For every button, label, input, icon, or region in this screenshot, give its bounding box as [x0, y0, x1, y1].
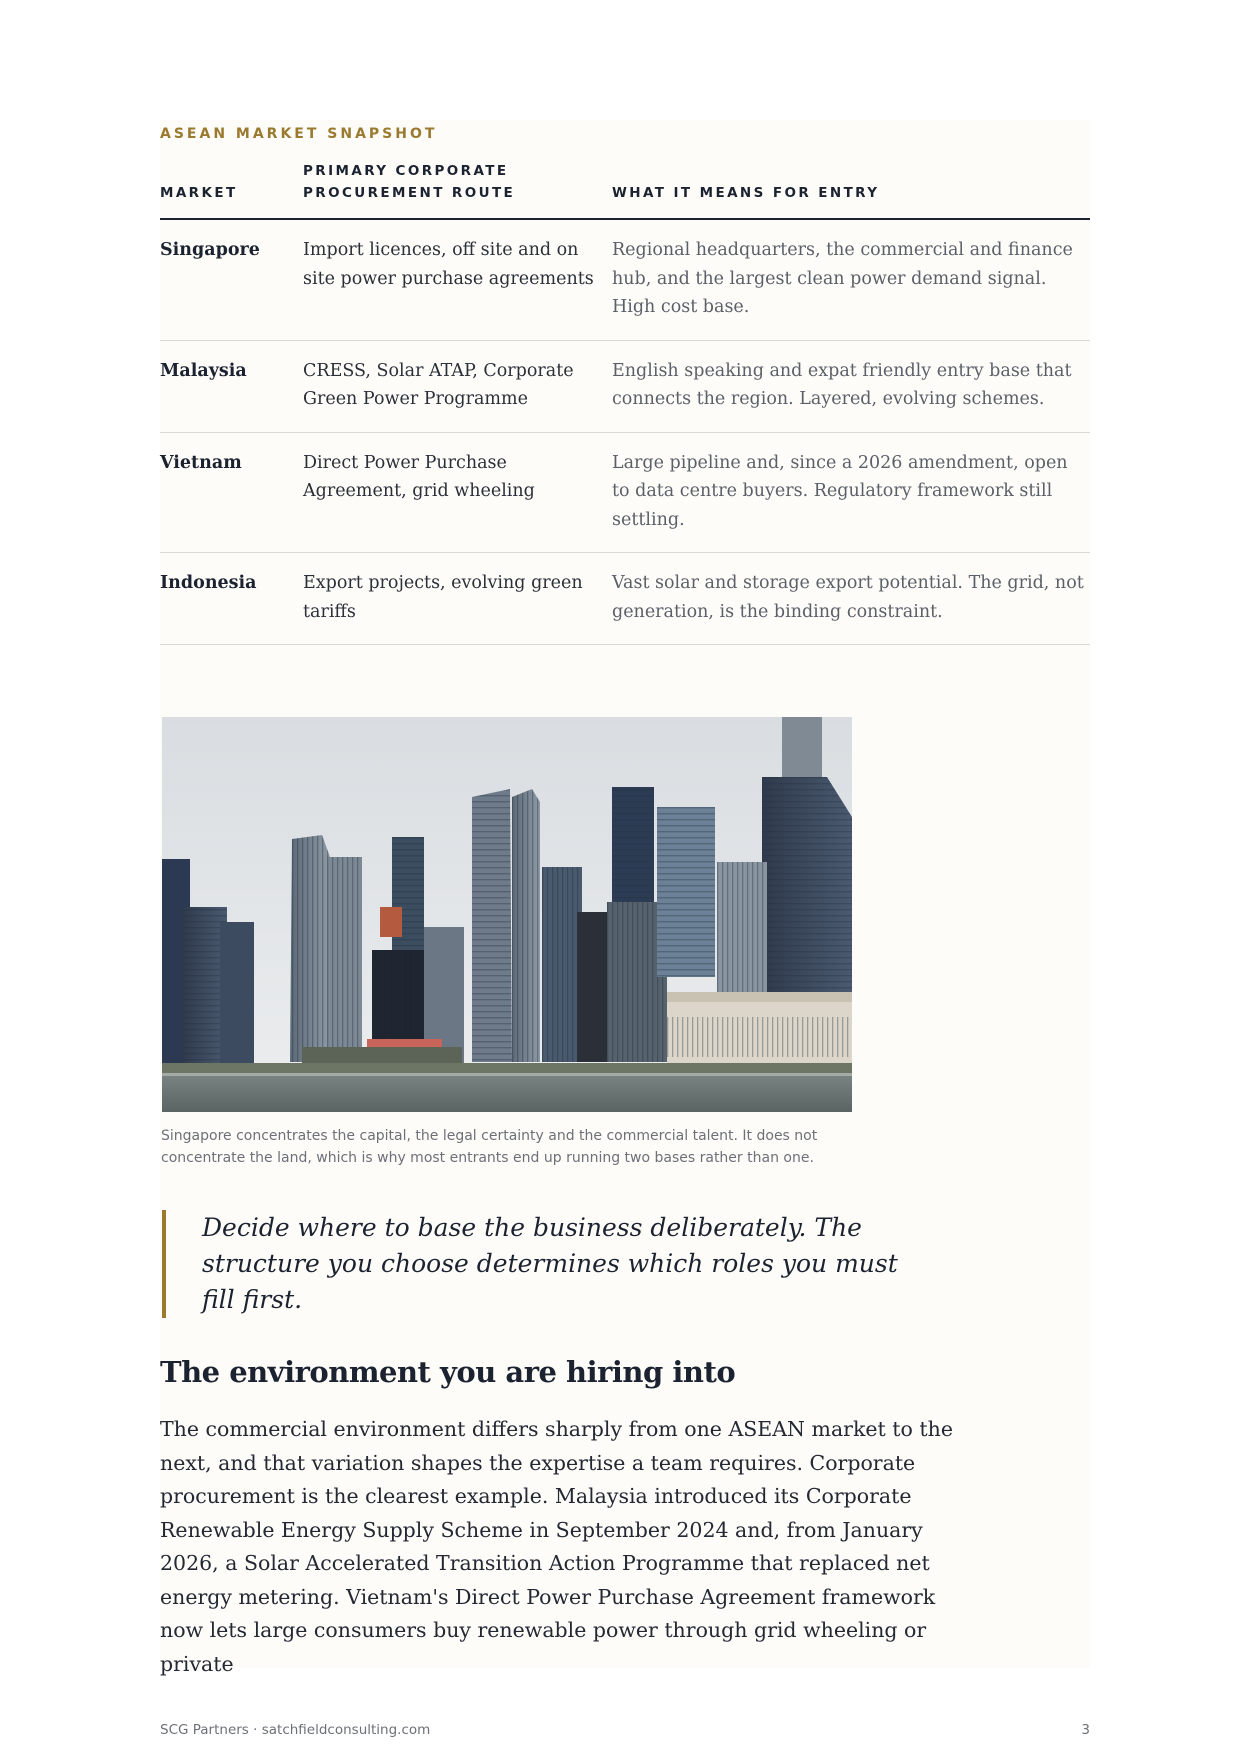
route-cell: Export projects, evolving green tariffs: [303, 553, 612, 645]
building: [762, 777, 852, 1017]
building: [657, 807, 715, 977]
section-eyebrow: ASEAN MARKET SNAPSHOT: [160, 126, 438, 142]
table-row: [160, 432, 1090, 553]
entry-meaning-cell: Regional headquarters, the commercial and finance hub, and the largest clean power demand signal. High cost base.: [612, 219, 1090, 340]
market-cell: Indonesia: [160, 553, 303, 645]
column-header-market: MARKET: [160, 160, 303, 219]
page-number: 3: [1081, 1722, 1090, 1738]
market-snapshot-table: [160, 160, 1090, 645]
figure-caption: Singapore concentrates the capital, the legal certainty and the commercial talent. It does not concentrate the land, which is why most entrants end up running two bases rather than one.: [161, 1128, 818, 1166]
waterfront: [367, 1039, 442, 1047]
building: [512, 789, 540, 1062]
building: [667, 992, 852, 1002]
building: [220, 922, 254, 1072]
building: [290, 835, 330, 1062]
building: [577, 912, 607, 1062]
building: [782, 717, 822, 777]
water: [162, 1073, 852, 1112]
footer-source: SCG Partners · satchfieldconsulting.com: [160, 1722, 431, 1738]
route-cell: Import licences, off site and on site power purchase agreements: [303, 219, 612, 340]
table-row: [160, 553, 1090, 645]
entry-meaning-cell: Large pipeline and, since a 2026 amendment, open to data centre buyers. Regulatory framework still settling.: [612, 432, 1090, 553]
entry-meaning-cell: English speaking and expat friendly entry base that connects the region. Layered, evolving schemes.: [612, 340, 1090, 432]
body-paragraph: The commercial environment differs sharply from one ASEAN market to the next, and that variation shapes the expertise a team requires. Corporate procurement is the clearest example. Malaysia introduced its Corporate Renewable Energy Supply Scheme in September 2024 and, from January 2026, a Solar Accelerated Transition Action Programme that replaced net energy metering. Vietnam's Direct Power Purchase Agreement framework now lets large consumers buy renewable power through grid wheeling or private: [160, 1417, 953, 1676]
building: [380, 907, 402, 937]
column-header-procurement-route: PRIMARY CORPORATE PROCUREMENT ROUTE: [303, 160, 612, 219]
market-cell: Malaysia: [160, 340, 303, 432]
table-row: [160, 219, 1090, 340]
pull-quote: [162, 1210, 902, 1318]
water: [162, 1073, 852, 1076]
building: [667, 1017, 852, 1057]
building: [612, 787, 654, 907]
building: [472, 789, 512, 1062]
singapore-skyline-photo: [162, 717, 852, 1112]
section-heading: The environment you are hiring into: [160, 1355, 736, 1389]
table-header-row: [160, 160, 1090, 219]
route-cell: CRESS, Solar ATAP, Corporate Green Power Programme: [303, 340, 612, 432]
route-cell: Direct Power Purchase Agreement, grid wheeling: [303, 432, 612, 553]
entry-meaning-cell: Vast solar and storage export potential. The grid, not generation, is the binding constraint.: [612, 553, 1090, 645]
market-cell: Vietnam: [160, 432, 303, 553]
building: [327, 857, 362, 1062]
waterfront: [302, 1047, 462, 1065]
market-cell: Singapore: [160, 219, 303, 340]
pull-quote-text: Decide where to base the business deliberately. The structure you choose determines which roles you must fill first.: [202, 1213, 898, 1314]
column-header-entry-meaning: WHAT IT MEANS FOR ENTRY: [612, 160, 1090, 219]
table-row: [160, 340, 1090, 432]
building: [542, 867, 582, 1062]
